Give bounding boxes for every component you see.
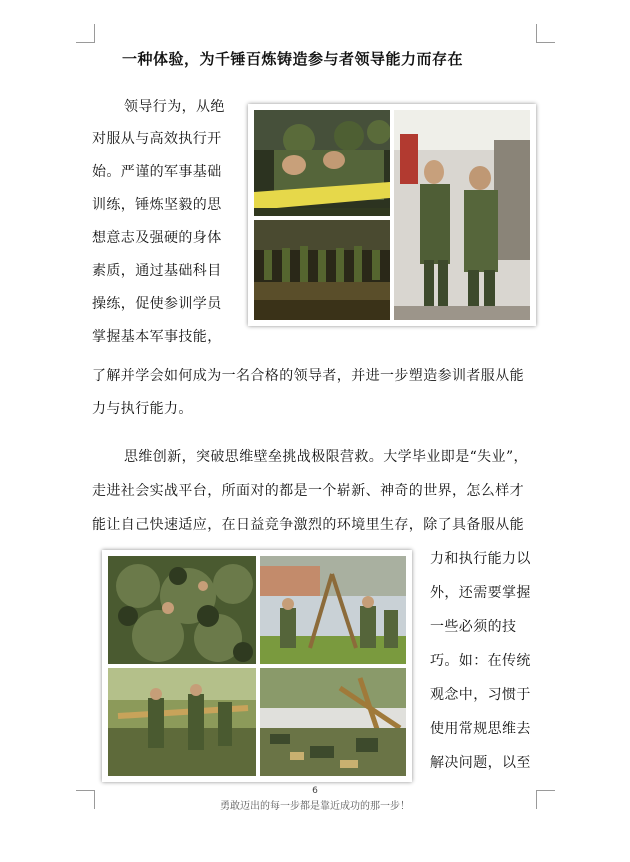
para1-line: 素质，通过基础科目 [92, 263, 222, 279]
crop-mark-top-left [76, 24, 95, 43]
para2-line: 走进社会实战平台，所面对的都是一个崭新、神奇的世界，怎么样才 [92, 483, 524, 499]
para2-line: 一些必须的技 [430, 619, 517, 635]
para2-line: 巧。如：在传统 [430, 653, 531, 669]
photo-camo-net [260, 668, 406, 776]
para2-line: 观念中，习惯于 [430, 687, 531, 703]
para2-line: 使用常规思维去 [430, 721, 531, 737]
photo-collage-teamwork [102, 550, 412, 782]
page-number: 6 [312, 786, 318, 796]
para1-line: 训练，锤炼坚毅的思 [92, 197, 222, 213]
para2-line: 思维创新，突破思维壁垒挑战极限营救。大学毕业即是“失业”， [124, 449, 528, 465]
para1-line: 对服从与高效执行开 [92, 131, 222, 147]
photo-collage-drill [248, 104, 536, 326]
para1-line: 始。严谨的军事基础 [92, 164, 222, 180]
para1-line: 想意志及强硬的身体 [92, 230, 222, 246]
para2-line: 力和执行能力以 [430, 551, 531, 567]
photo-pile-of-soldiers [108, 556, 256, 664]
para2-line: 外，还需要掌握 [430, 585, 531, 601]
para2-line: 解决问题，以至 [430, 755, 531, 771]
para1-line: 力与执行能力。 [92, 401, 193, 417]
footer-slogan: 勇敢迈出的每一步都是靠近成功的那一步！ [220, 801, 410, 812]
photo-night-march [254, 220, 390, 320]
para1-line: 了解并学会如何成为一名合格的领导者，并进一步塑造参训者服从能 [92, 368, 524, 384]
photo-tripod-exercise [260, 556, 406, 664]
photo-hallway-recruits [394, 110, 530, 320]
para2-line: 能让自己快速适应，在日益竞争激烈的环境里生存，除了具备服从能 [92, 517, 524, 533]
section-title: 一种体验，为千锤百炼铸造参与者领导能力而存在 [122, 50, 464, 68]
crop-mark-top-right [536, 24, 555, 43]
photo-log-crossing [108, 668, 256, 776]
para1-line: 操练，促使参训学员 [92, 296, 222, 312]
para1-line: 掌握基本军事技能， [92, 329, 222, 345]
photo-soldiers-rope [254, 110, 390, 216]
para1-line: 领导行为，从绝 [124, 99, 225, 115]
